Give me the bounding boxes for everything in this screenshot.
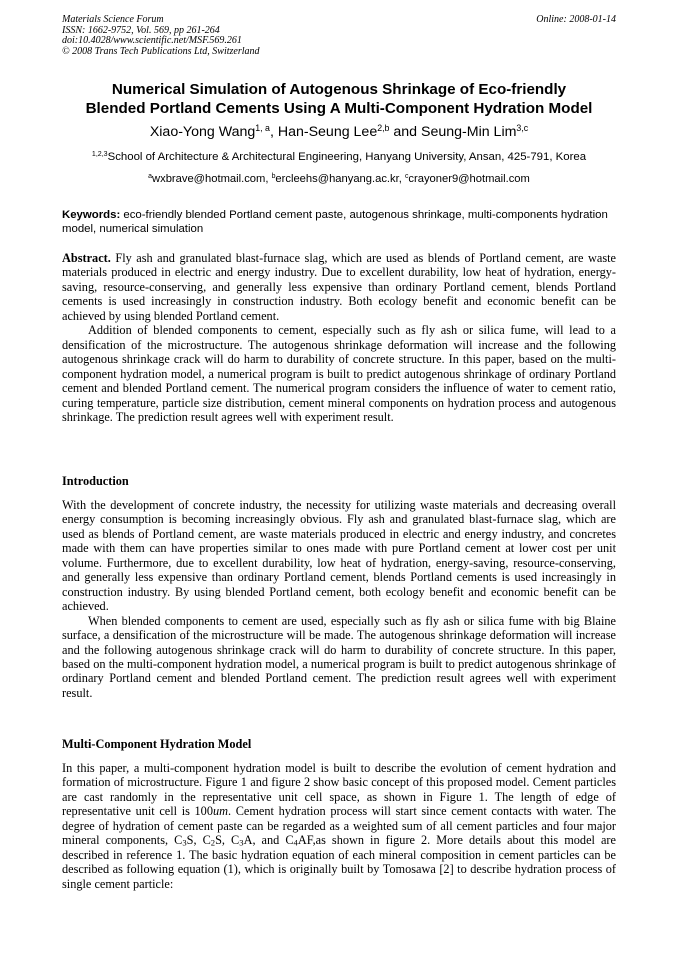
title-line-1: Numerical Simulation of Autogenous Shrinkage of Eco-friendly [111,81,567,98]
journal-header [62,15,616,57]
author-2-sup: 2,b [377,123,390,134]
model-section [62,761,616,891]
email-a-sup: a [148,173,153,181]
model-text-2: . Cement hydration process will start since cement contacts with water. The degree of hydration of cement paste can be regarded as a weighted sum of all cement particles and four major mineral components, C [62,804,616,848]
abstract-paragraph-1 [62,251,616,323]
author-emails [62,172,616,186]
journal-name: Materials Science Forum [62,14,164,25]
copyright-line: © 2008 Trans Tech Publications Ltd, Switzerland [62,45,260,57]
abstract-text-1: Fly ash and granulated blast-furnace slag, which are used as blends of Portland cement, are waste materials produced in electric and energy industry. Due to excellent durability, low heat of hydration, energy-saving, resource-conserving, and generally less expensive than ordinary Portland cement, blends Portland cements is used increasingly in construction industry. Both ecology benefit and economic benefit can be achieved by using blended Portland cement. [62,251,616,323]
author-1: Xiao-Yong Wang [149,124,256,140]
model-heading: Multi-Component Hydration Model [62,737,252,751]
model-text-1: In this paper, a multi-component hydration model is built to describe the evolution of cement hydration and formation of microstructure. Figure 1 and figure 2 show basic concept of this proposed model. Cement particles are cast randomly in the representative unit cell space, as shown in Figure 1. The length of edge of representative unit cell is 100 [62,761,616,819]
keywords-text: eco-friendly blended Portland cement paste, autogenous shrinkage, multi-components hydration model, numerical simulation [62,209,608,236]
c2s-sub: 2 [210,837,216,848]
keywords-label: Keywords: [62,209,121,221]
introduction-section [62,498,616,700]
intro-paragraph-1: With the development of concrete industry, the necessity for utilizing waste materials and decreasing overall energy consumption is becoming increasingly obvious. Fly ash and granulated blast-furnace slag, which are used as blends of Portland cement, are waste materials produced in electric and energy industry, and concretes made with them can have properties similar to ones made with pure Portland cement at lower cost per unit volume. Furthermore, due to excellent durability, low heat of hydration, energy-saving, resource-conserving, and generally less expensive than ordinary Portland cement, blends Portland cements is used increasingly in construction industry. By using blended Portland cement, both ecology benefit and economic benefit can be achieved. [62,498,616,614]
title-line-2: Blended Portland Cements Using A Multi-Component Hydration Model [85,100,593,117]
paper-title [62,80,616,118]
introduction-heading: Introduction [62,474,129,488]
model-text-5: A, and C [243,833,294,848]
intro-paragraph-2: When blended components to cement are used, especially such as fly ash or silica fume with big Blaine surface, a densification of the microstructure will be made. The autogenous shrinkage deformation will increase and the following autogenous shrinkage crack will do harm to durability of concrete structure. In this paper, based on the multi-component hydration model, a numerical program is built to predict autogenous shrinkage of ordinary Portland cement and blended Portland cement. The prediction result agrees well with experiment result. [62,613,616,700]
model-text-4: S, C [215,833,240,848]
email-b-sup: b [271,173,276,181]
author-3-sup: 3,c [516,123,529,134]
c4af-sub: 4 [293,837,298,848]
keywords [62,208,616,237]
email-c: crayoner9@hotmail.com [408,173,530,185]
author-sep-2: and Seung-Min Lim [389,124,517,140]
email-b: ercleehs@hanyang.ac.kr, [275,173,405,185]
abstract-section [62,251,616,424]
unit-um: um [212,804,229,819]
c3a-sub: 3 [239,837,244,848]
abstract-paragraph-2: Addition of blended components to cement, especially such as fly ash or silica fume, will lead to a densification of the microstructure. The autogenous shrinkage deformation will increase and the following autogenous shrinkage crack will do harm to durability of concrete structure. In this paper, based on the multi-component hydration model, a numerical program is built to predict autogenous shrinkage of ordinary Portland cement and blended Portland cement. The numerical program considers the influence of water to cement ratio, curing temperature, particle size distribution, cement mineral components on hydration process and autogenous shrinkage. The prediction result agrees well with experiment result. [62,323,616,424]
author-list [62,123,616,141]
issn-line: ISSN: 1662-9752, Vol. 569, pp 261-264 [62,24,220,36]
abstract-label: Abstract. [62,251,111,265]
model-text-3: S, C [186,833,211,848]
doi-line: doi:10.4028/www.scientific.net/MSF.569.261 [62,35,242,47]
email-c-sup: c [404,173,409,181]
affiliation [62,150,616,164]
model-paragraph-1 [62,761,616,891]
c3s-sub: 3 [182,837,187,848]
model-text-6: AF,as shown in figure 2. More details about this model are described in reference 1. The basic hydration equation of each mineral composition in cement particles can be described as following equation (1), which is originally built by Tomosawa [2] to describe hydration process of single cement particle: [62,833,616,891]
online-date: Online: 2008-01-14 [536,14,616,25]
affiliation-text: School of Architecture & Architectural Engineering, Hanyang University, Ansan, 425-791, Korea [107,151,587,163]
author-1-sup: 1, a [255,123,270,134]
affiliation-sup: 1,2,3 [91,151,108,159]
author-sep-1: , Han-Seung Lee [269,124,378,140]
email-a: wxbrave@hotmail.com, [152,173,272,185]
